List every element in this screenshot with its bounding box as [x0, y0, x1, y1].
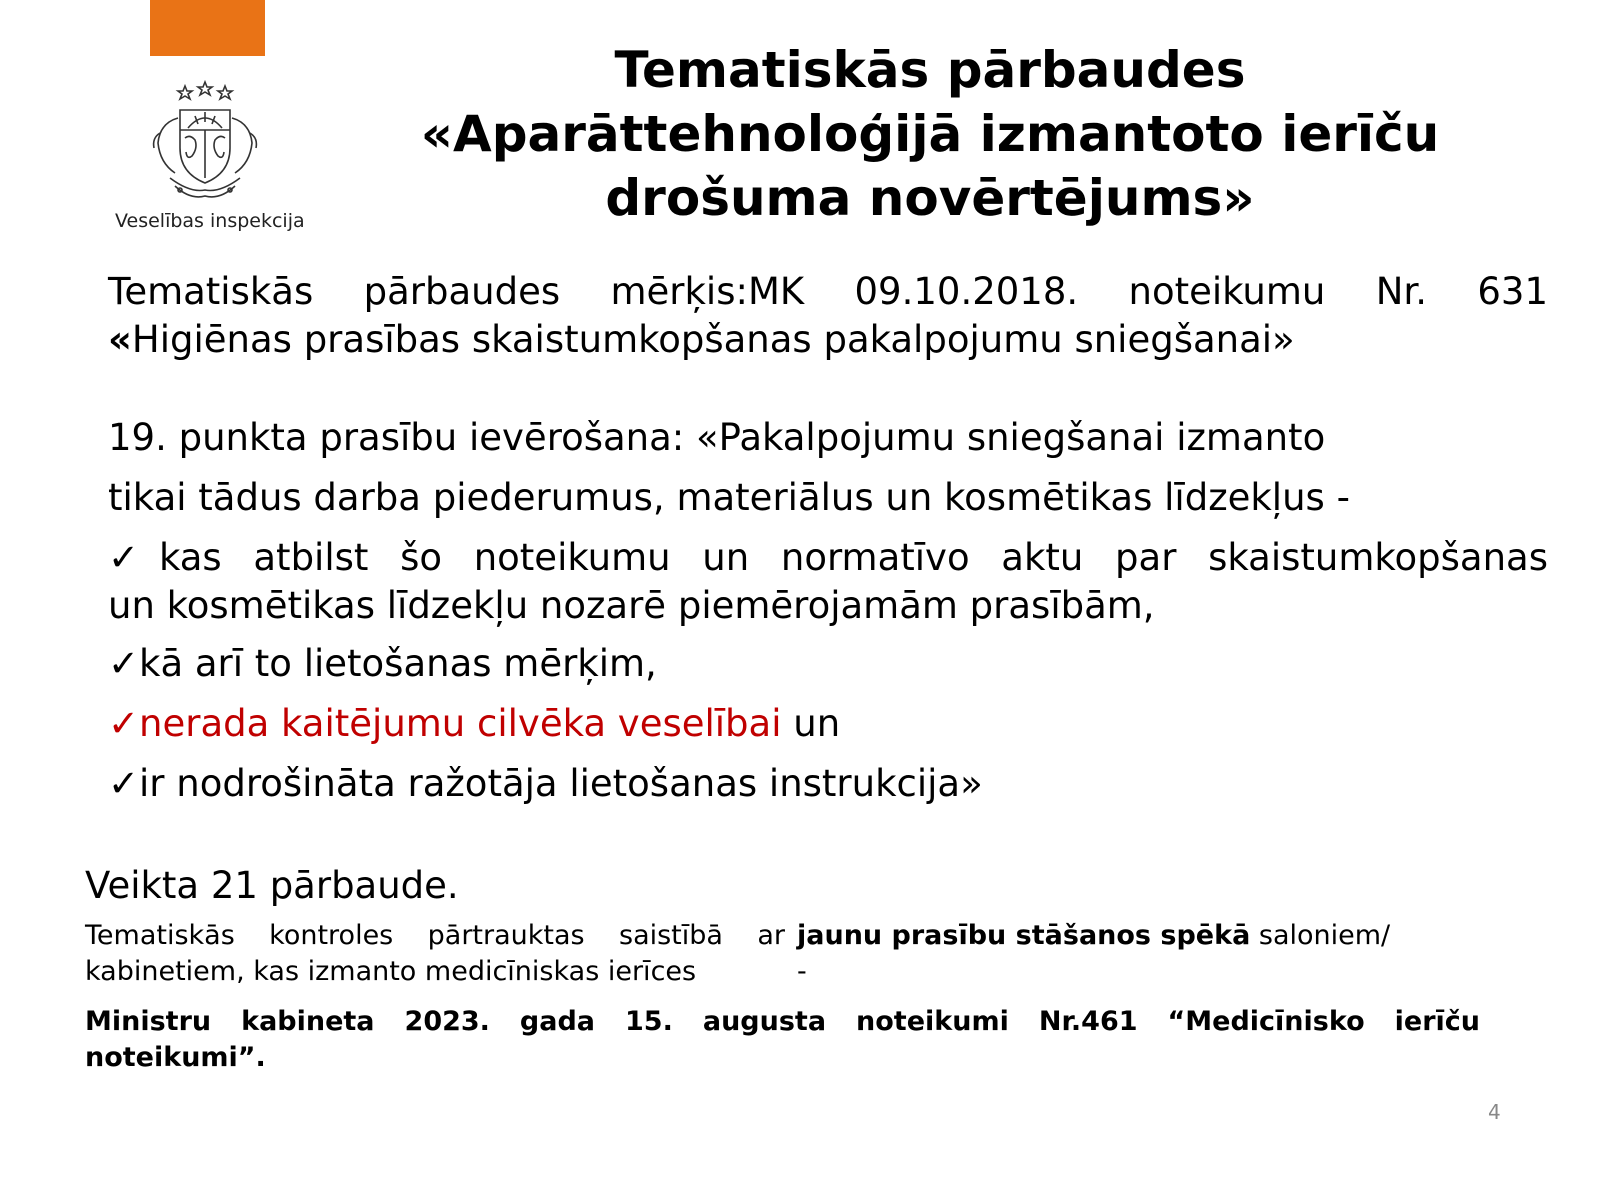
accent-bar: [150, 0, 265, 56]
requirement-line-1: 19. punkta prasību ievērošana: «Pakalpojumu sniegšanai izmanto: [108, 416, 1326, 459]
goal-line-2: [108, 316, 1548, 364]
goal-line-2-text: Higiēnas prasības skaistumkopšanas pakalpojumu sniegšanai»: [131, 318, 1295, 361]
title-line-2: «Aparāttehnoloģijā izmantoto ierīču: [420, 105, 1440, 163]
coat-of-arms-logo: [140, 78, 270, 208]
note-left-line-1: Tematiskās kontroles pārtrauktas saistībā ar: [85, 920, 785, 951]
regulation-line-1: Ministru kabineta 2023. gada 15. augusta noteikumi Nr.461 “Medicīnisko ierīču: [85, 1006, 1480, 1037]
checklist-item-4-text: ir nodrošināta ražotāja lietošanas instrukcija»: [139, 762, 983, 805]
checklist-item-1-line-1: [108, 534, 1548, 582]
inspections-done: Veikta 21 pārbaude.: [85, 864, 459, 907]
note-right-rest: saloniem/: [1250, 920, 1391, 951]
checklist-item-2: [108, 640, 1548, 688]
checklist-item-3-rest: un: [781, 702, 841, 745]
check-icon: ✓: [108, 642, 140, 685]
note-left-line-2: kabinetiem, kas izmanto medicīniskas ierīces: [85, 956, 697, 987]
title-line-3: drošuma novērtējums»: [605, 169, 1255, 227]
org-name: Veselības inspekcija: [115, 210, 305, 232]
check-icon: ✓: [108, 702, 140, 745]
goal-quote-open: «: [108, 318, 132, 361]
suspension-note-right: [797, 918, 1497, 990]
checklist-item-1-line-2: un kosmētikas līdzekļu nozarē piemērojamām prasībām,: [108, 584, 1155, 627]
page-number: 4: [1488, 1100, 1501, 1124]
checklist-item-3: [108, 700, 1548, 748]
note-right-line-2: -: [797, 956, 807, 987]
note-right-bold: jaunu prasību stāšanos spēkā: [797, 920, 1251, 951]
check-icon: ✓: [108, 536, 159, 579]
inspection-goal: [108, 268, 1548, 364]
goal-line-1-text: Tematiskās pārbaudes mērķis:MK 09.10.2018. noteikumu Nr. 631: [108, 270, 1548, 313]
check-icon: ✓: [108, 762, 140, 805]
regulation-reference: [85, 1004, 1480, 1076]
checklist-item-3-highlight: nerada kaitējumu cilvēka veselībai: [139, 702, 782, 745]
suspension-note-left: [85, 918, 785, 990]
regulation-line-2: noteikumi”.: [85, 1042, 266, 1073]
checklist-item-2-text: kā arī to lietošanas mērķim,: [139, 642, 657, 685]
goal-line-1: [108, 268, 1548, 316]
checklist-item-4: [108, 760, 1548, 808]
title-line-1: Tematiskās pārbaudes: [614, 41, 1246, 99]
checklist-item-1: [108, 534, 1548, 630]
requirement-line-2: tikai tādus darba piederumus, materiālus un kosmētikas līdzekļus -: [108, 476, 1350, 519]
page-title: [330, 38, 1530, 230]
checklist-item-1-text: kas atbilst šo noteikumu un normatīvo aktu par skaistumkopšanas: [158, 536, 1548, 579]
